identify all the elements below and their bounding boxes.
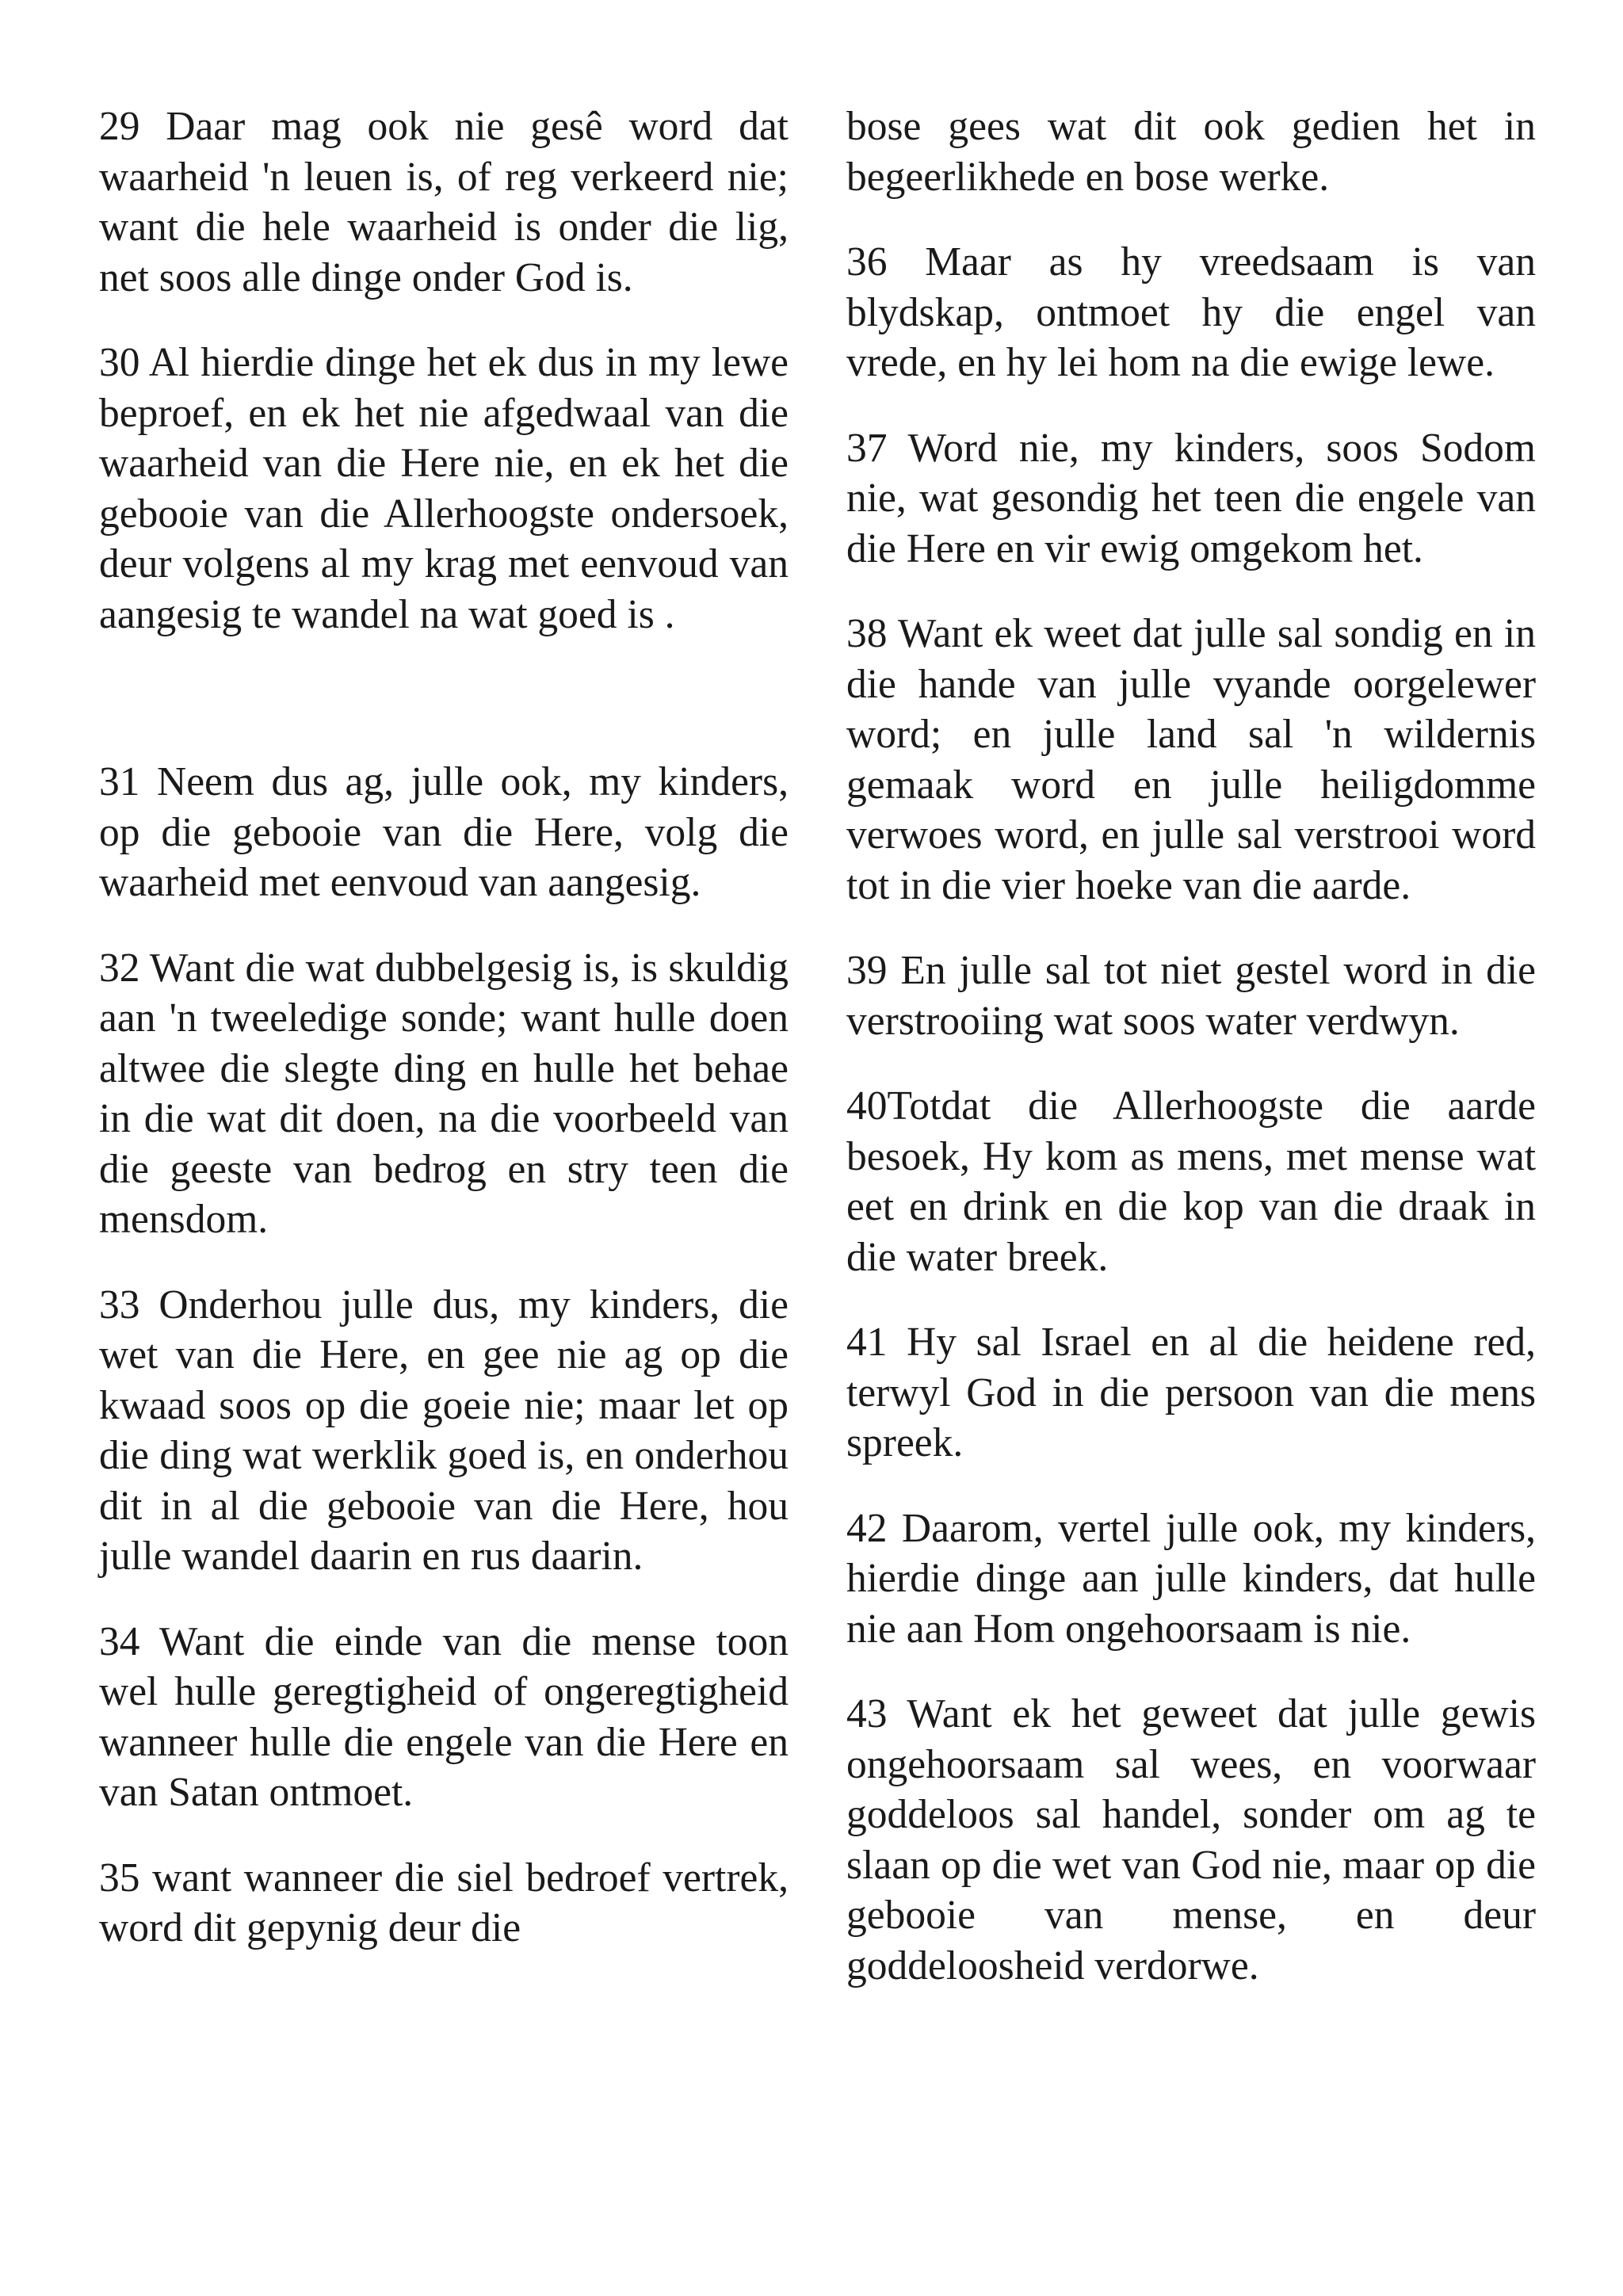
verse-43-paragraph: 43 Want ek het geweet dat julle gewis ongehoorsaam sal wees, en voorwaar goddeloos sal handel, sonder om ag te slaan op die wet van God nie, maar op die gebooie van mense, en deur goddeloosheid verdorwe. xyxy=(846,1691,1536,1988)
verse-30-paragraph: 30 Al hierdie dinge het ek dus in my lewe beproef, en ek het nie afgedwaal van die waarheid van die Here nie, en ek het die gebooie van die Allerhoogste ondersoek, deur volgens al my krag met eenvoud van aangesig te wandel na wat goed is . xyxy=(99,340,789,637)
verse-33-paragraph: 33 Onderhou julle dus, my kinders, die wet van die Here, en gee nie ag op die kwaad soos op die goeie nie; maar let op die ding wat werklik goed is, en onderhou dit in al die gebooie van die Here, hou julle wandel daarin en rus daarin. xyxy=(99,1282,789,1579)
verse-37-paragraph: 37 Word nie, my kinders, soos Sodom nie, wat gesondig het teen die engele van die Here en vir ewig omgekom het. xyxy=(846,425,1536,571)
verse-35-continued-paragraph: bose gees wat dit ook gedien het in begeerlikhede en bose werke. xyxy=(846,104,1536,200)
verse-36-paragraph: 36 Maar as hy vreedsaam is van blydskap, ontmoet hy die engel van vrede, en hy lei hom na die ewige lewe. xyxy=(846,239,1536,385)
verse-34-paragraph: 34 Want die einde van die mense toon wel hulle geregtigheid of ongeregtigheid wanneer hulle die engele van die Here en van Satan ontmoet. xyxy=(99,1618,789,1815)
verse-32-paragraph: 32 Want die wat dubbelgesig is, is skuldig aan 'n tweeledige sonde; want hulle doen altwee die slegte ding en hulle het behae in die wat dit doen, na die voorbeeld van die geeste van bedrog en stry teen die mensdom. xyxy=(99,945,789,1242)
left-text-column xyxy=(99,101,789,1954)
verse-41-paragraph: 41 Hy sal Israel en al die heidene red, terwyl God in die persoon van die mens spreek. xyxy=(846,1320,1536,1465)
right-text-column xyxy=(846,101,1536,1991)
verse-42-paragraph: 42 Daarom, vertel julle ook, my kinders, hierdie dinge aan julle kinders, dat hulle nie aan Hom ongehoorsaam is nie. xyxy=(846,1505,1536,1652)
verse-40-paragraph: 40Totdat die Allerhoogste die aarde besoek, Hy kom as mens, met mense wat eet en drink en die kop van die draak in die water breek. xyxy=(846,1083,1536,1280)
verse-35-paragraph: 35 want wanneer die siel bedroef vertrek, word dit gepynig deur die xyxy=(99,1855,789,1950)
verse-38-paragraph: 38 Want ek weet dat julle sal sondig en in die hande van julle vyande oorgelewer word; en julle land sal 'n wildernis gemaak word en julle heiligdomme verwoes word, en julle sal verstrooi word tot in die vier hoeke van die aarde. xyxy=(846,611,1536,908)
verse-39-paragraph: 39 En julle sal tot niet gestel word in die verstrooiing wat soos water verdwyn. xyxy=(846,948,1536,1044)
verse-31-paragraph: 31 Neem dus ag, julle ook, my kinders, op die gebooie van die Here, volg die waarheid met eenvoud van aangesig. xyxy=(99,759,789,905)
verse-29-paragraph: 29 Daar mag ook nie gesê word dat waarheid 'n leuen is, of reg verkeerd nie; want die hele waarheid is onder die lig, net soos alle dinge onder God is. xyxy=(99,104,789,300)
